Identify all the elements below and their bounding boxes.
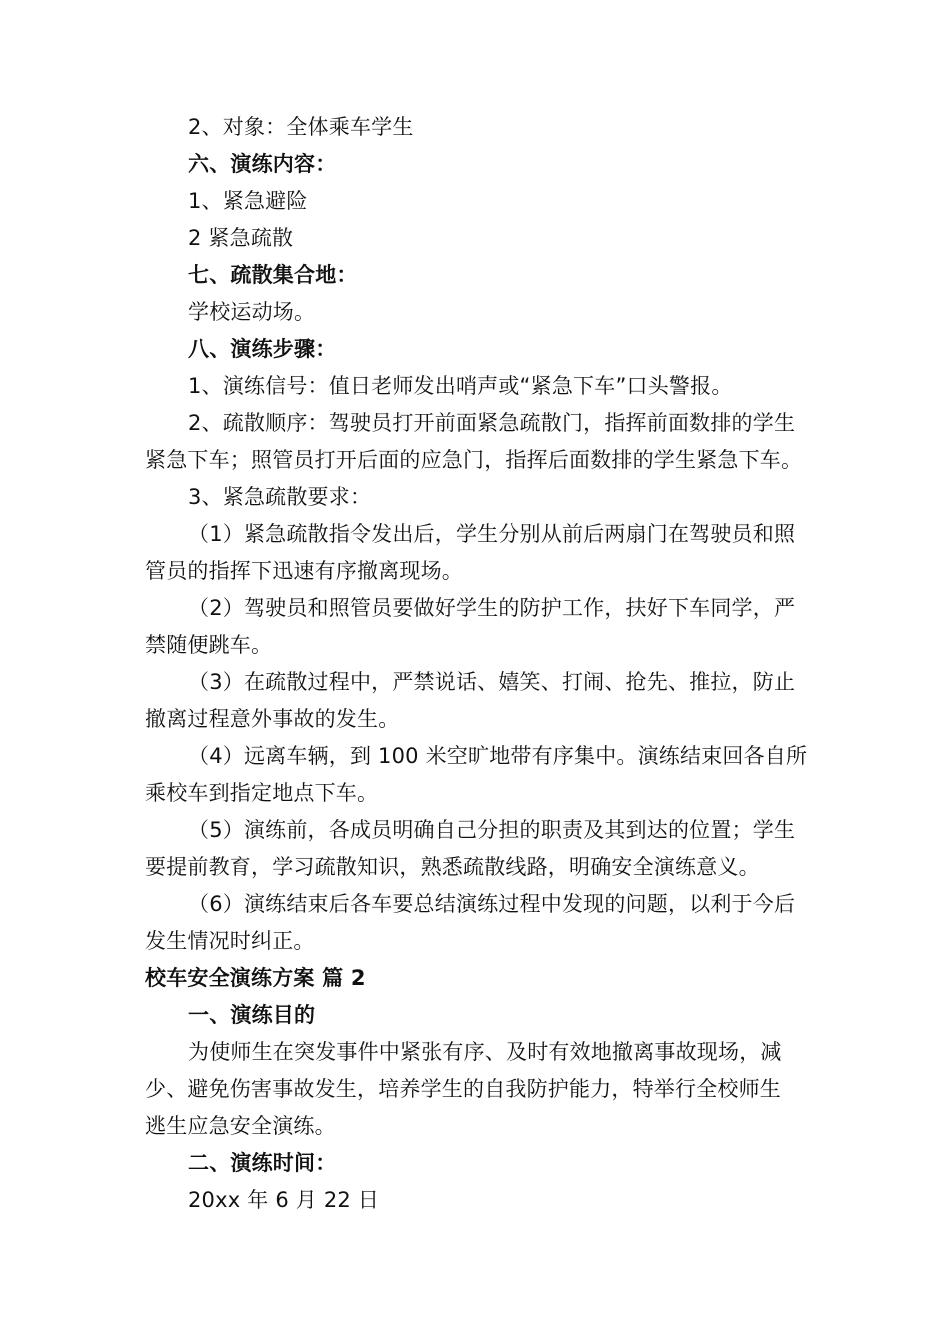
text-line: 发生情况时纠正。 (145, 929, 315, 953)
section-heading: 八、演练步骤： (188, 337, 337, 361)
text-line: 禁随便跳车。 (145, 633, 273, 657)
text-line: 2、疏散顺序：驾驶员打开前面紧急疏散门，指挥前面数排的学生 (188, 411, 796, 435)
text-line: 学校运动场。 (188, 300, 316, 324)
text-line: 为使师生在突发事件中紧张有序、及时有效地撤离事故现场，减 (188, 1040, 782, 1064)
text-line: （1）紧急疏散指令发出后，学生分别从前后两扇门在驾驶员和照 (188, 522, 796, 546)
text-line: 紧急下车；照管员打开后面的应急门，指挥后面数排的学生紧急下车。 (145, 448, 803, 472)
text-line: 1、演练信号：值日老师发出哨声或“紧急下车”口头警报。 (188, 374, 733, 398)
list-item: 2 紧急疏散 (188, 226, 294, 250)
text-line: 逃生应急安全演练。 (145, 1114, 336, 1138)
text-line: 要提前教育，学习疏散知识，熟悉疏散线路，明确安全演练意义。 (145, 855, 760, 879)
section-heading: 六、演练内容： (188, 152, 337, 176)
text-line: （3）在疏散过程中，严禁说话、嬉笑、打闹、抢先、推拉，防止 (188, 670, 796, 694)
section-heading: 二、演练时间： (188, 1151, 337, 1175)
text-line: 少、避免伤害事故发生，培养学生的自我防护能力，特举行全校师生 (145, 1077, 781, 1101)
text-line: 3、紧急疏散要求： (188, 485, 372, 509)
list-item: 1、紧急避险 (188, 189, 308, 213)
text-line: 撤离过程意外事故的发生。 (145, 707, 400, 731)
date-line: 20xx 年 6 月 22 日 (188, 1188, 380, 1212)
section-heading: 一、演练目的 (188, 1003, 316, 1027)
text-line: 管员的指挥下迅速有序撤离现场。 (145, 559, 463, 583)
text-line: 乘校车到指定地点下车。 (145, 781, 379, 805)
text-line: （5）演练前，各成员明确自己分担的职责及其到达的位置；学生 (188, 818, 796, 842)
document-title: 校车安全演练方案 篇 2 (145, 966, 366, 990)
text-line: （2）驾驶员和照管员要做好学生的防护工作，扶好下车同学，严 (188, 596, 796, 620)
text-line: （6）演练结束后各车要总结演练过程中发现的问题，以利于今后 (188, 892, 796, 916)
text-line: （4）远离车辆，到 100 米空旷地带有序集中。演练结束回各自所 (188, 744, 808, 768)
text-line: 2、对象：全体乘车学生 (188, 115, 414, 139)
section-heading: 七、疏散集合地： (188, 263, 358, 287)
